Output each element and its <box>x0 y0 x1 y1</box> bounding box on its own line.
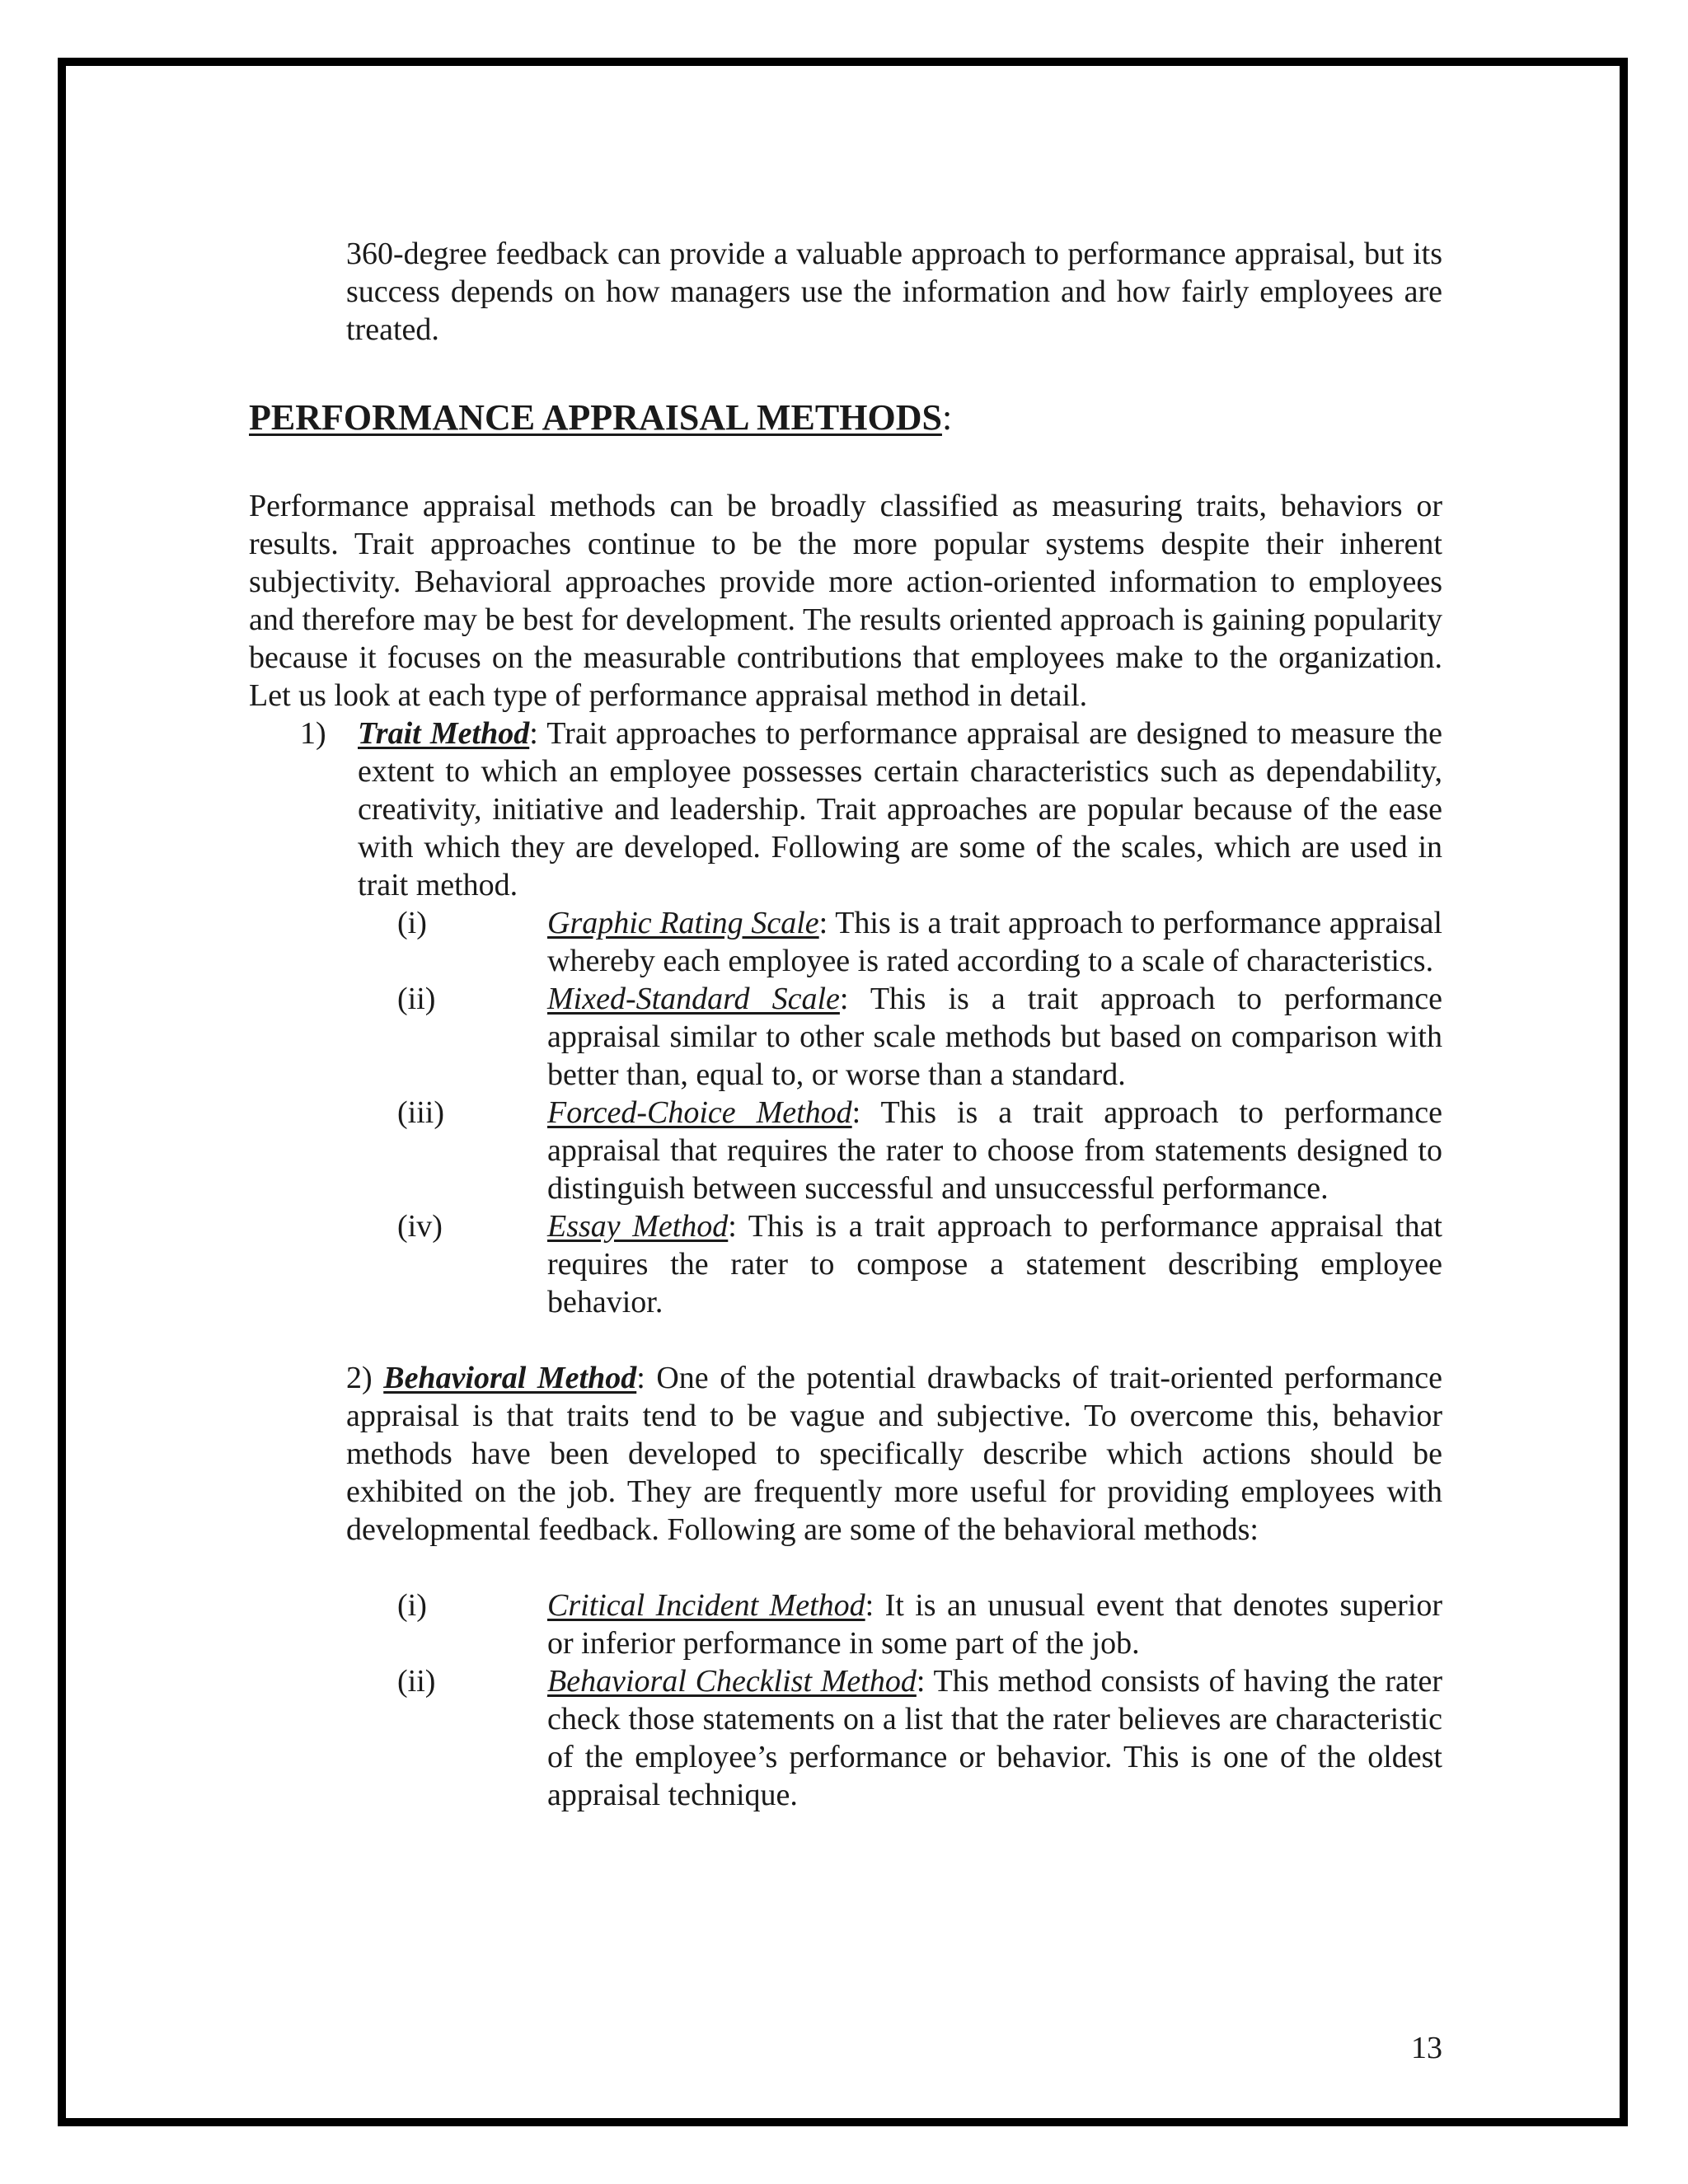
list-item <box>397 1662 1442 1814</box>
trait-method-colon: : <box>529 716 538 751</box>
term-colon: : <box>728 1209 737 1244</box>
mixed-standard-scale-term: Mixed-Standard Scale <box>547 982 840 1016</box>
list-item <box>397 1586 1442 1662</box>
list-marker: (ii) <box>397 1664 436 1699</box>
behavioral-method-text: One of the potential drawbacks of trait-oriented performance appraisal is that traits tend to be vague and subjective. To overcome this, behavior methods have been developed to specifically describe which actions should be exhibited on the job. They are frequently more useful for providing employees with developmental feedback. Following are some of the behavioral methods: <box>346 1361 1443 1547</box>
trait-method-term: Trait Method <box>358 716 530 751</box>
behavioral-method-term: Behavioral Method <box>383 1361 637 1395</box>
list-item-text <box>547 1094 1442 1207</box>
page-number: 13 <box>1411 2031 1442 2065</box>
intro-paragraph: 360-degree feedback can provide a valuable approach to performance appraisal, but its success depends on how managers use the information and how fairly employees are treated. <box>346 237 1442 347</box>
behavioral-method-paragraph <box>346 1359 1442 1549</box>
list-item <box>397 980 1442 1094</box>
section-heading-colon: : <box>941 397 953 438</box>
list-marker: (iii) <box>397 1095 444 1130</box>
list-number: 1) <box>300 716 326 751</box>
list-item <box>397 1207 1442 1321</box>
item-description: This is a trait approach to performance appraisal similar to other scale methods but based on comparison with better than, equal to, or worse than a standard. <box>547 982 1442 1092</box>
list-item <box>397 1094 1442 1207</box>
critical-incident-method-term: Critical Incident Method <box>547 1588 865 1623</box>
item-description: It is an unusual event that denotes superior or inferior performance in some part of the job. <box>547 1588 1442 1661</box>
list-marker: (iv) <box>397 1209 443 1244</box>
item-description: This is a trait approach to performance appraisal that requires the rater to choose from statements designed to distinguish between successful and unsuccessful performance. <box>547 1095 1442 1206</box>
item-description: This is a trait approach to performance appraisal whereby each employee is rated according to a scale of characteristics. <box>547 906 1442 978</box>
term-colon: : <box>839 982 849 1016</box>
term-colon: : <box>851 1095 861 1130</box>
item-description: This is a trait approach to performance appraisal that requires the rater to compose a statement describing employee behavior. <box>547 1209 1442 1319</box>
essay-method-term: Essay Method <box>547 1209 729 1244</box>
trait-scale-list <box>397 904 1442 1321</box>
list-item-text <box>547 1662 1442 1814</box>
graphic-rating-scale-term: Graphic Rating Scale <box>547 906 819 940</box>
list-item-text <box>547 904 1442 980</box>
list-marker: (ii) <box>397 982 436 1016</box>
trait-method-item <box>300 715 1442 904</box>
list-item-text <box>547 980 1442 1094</box>
trait-method-text: Trait approaches to performance appraisal are designed to measure the extent to which an employee possesses certain characteristics such as dependability, creativity, initiative and leadership. Trait approaches are popular because of the ease with which they are developed. Following are some of the scales, which are used in trait method. <box>358 716 1442 902</box>
list-item-text <box>547 1207 1442 1321</box>
behavioral-method-list <box>397 1586 1442 1814</box>
section-heading-text: PERFORMANCE APPRAISAL METHODS <box>249 397 942 438</box>
behavioral-checklist-method-term: Behavioral Checklist Method <box>547 1664 917 1699</box>
list-marker: (i) <box>397 1588 427 1623</box>
term-colon: : <box>818 906 828 940</box>
forced-choice-method-term: Forced-Choice Method <box>547 1095 852 1130</box>
section-heading <box>249 396 1442 439</box>
list-marker: (i) <box>397 906 427 940</box>
trait-method-paragraph <box>358 715 1442 904</box>
term-colon: : <box>916 1664 926 1699</box>
term-colon: : <box>865 1588 874 1623</box>
lead-paragraph: Performance appraisal methods can be broadly classified as measuring traits, behaviors or results. Trait approaches continue to be the more popular systems despite their inherent subjectivity. Behavioral approaches provide more action-oriented information to employees and therefore may be best for development. The results oriented approach is gaining popularity because it focuses on the measurable contributions that employees make to the organization. Let us look at each type of performance appraisal method in detail. <box>249 489 1442 713</box>
list-item-text <box>547 1586 1442 1662</box>
document-body <box>249 235 1442 1814</box>
list-item <box>397 904 1442 980</box>
list-number: 2) <box>346 1361 373 1395</box>
item-description: This method consists of having the rater check those statements on a list that the rater believes are characteristic of the employee’s performance or behavior. This is one of the oldest appraisal technique. <box>547 1664 1442 1812</box>
behavioral-method-colon: : <box>636 1361 645 1395</box>
